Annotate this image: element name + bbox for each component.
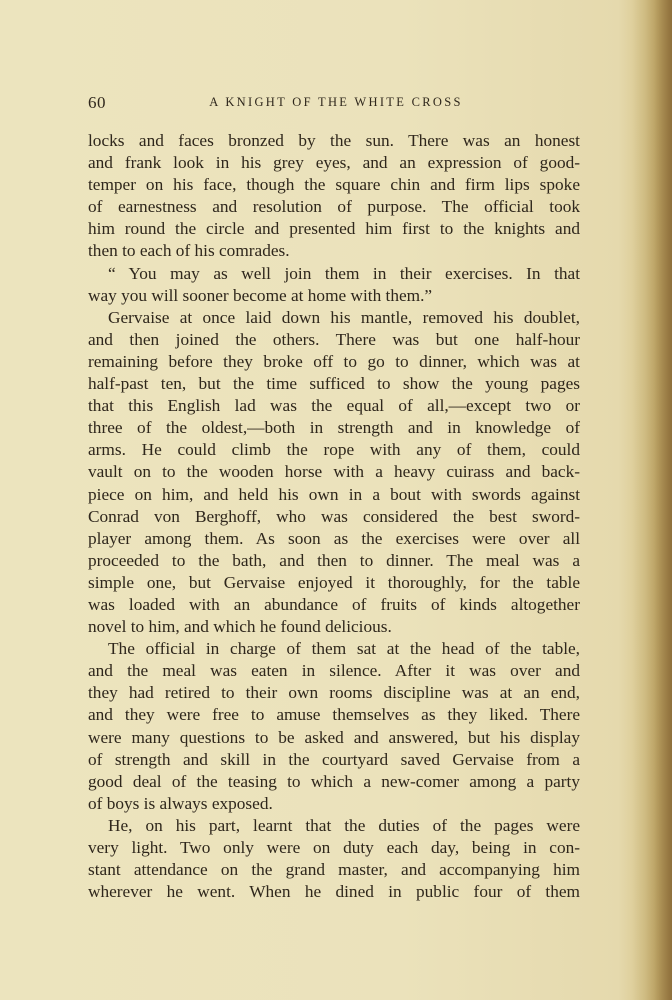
page-number: 60: [88, 93, 106, 112]
text-line: and then joined the others. There was but one half-hour: [88, 329, 580, 349]
text-line: and the meal was eaten in silence. After it was over and: [88, 661, 580, 681]
text-line: vault on to the wooden horse with a heavy cuirass and back-: [88, 462, 580, 482]
text-line: were many questions to be asked and answered, but his display: [88, 727, 580, 747]
text-line: half-past ten, but the time sufficed to show the young pages: [88, 374, 580, 394]
page-edge-shadow: [632, 0, 672, 1000]
running-title: A KNIGHT OF THE WHITE CROSS: [209, 95, 463, 109]
text-line: they had retired to their own rooms discipline was at an end,: [88, 683, 580, 703]
text-line: locks and faces bronzed by the sun. There was an honest: [88, 131, 580, 150]
text-line: Gervaise at once laid down his mantle, removed his doublet,: [108, 307, 580, 327]
text-line: good deal of the teasing to which a new-comer among a party: [88, 771, 580, 791]
text-line: and frank look in his grey eyes, and an expression of good-: [88, 153, 580, 173]
text-line: arms. He could climb the rope with any of them, could: [88, 440, 580, 460]
text-line: three of the oldest,—both in strength and in knowledge of: [88, 418, 580, 438]
text-line: He, on his part, learnt that the duties of the pages were: [108, 815, 580, 835]
text-line: then to each of his comrades.: [88, 241, 290, 261]
text-line: that this English lad was the equal of all,—except two or: [88, 396, 580, 416]
text-line: temper on his face, though the square chin and firm lips spoke: [88, 175, 580, 195]
text-line: The official in charge of them sat at the head of the table,: [108, 639, 580, 659]
text-line: Conrad von Berghoff, who was considered the best sword-: [88, 506, 580, 526]
text-line: remaining before they broke off to go to dinner, which was at: [88, 351, 580, 371]
text-line: very light. Two only were on duty each day, being in con-: [88, 838, 580, 857]
text-line: “ You may as well join them in their exercises. In that: [108, 263, 580, 283]
text-line: simple one, but Gervaise enjoyed it thoroughly, for the table: [88, 572, 580, 592]
text-line: proceeded to the bath, and then to dinner. The meal was a: [88, 550, 580, 570]
text-line: novel to him, and which he found delicious.: [88, 617, 392, 637]
text-line: was loaded with an abundance of fruits of kinds altogether: [88, 594, 580, 614]
text-line: him round the circle and presented him first to the knights and: [88, 219, 580, 239]
text-line: wherever he went. When he dined in public four of them: [88, 882, 580, 902]
text-line: way you will sooner become at home with them.”: [88, 285, 433, 305]
text-line: player among them. As soon as the exercises were over all: [88, 528, 580, 548]
text-line: stant attendance on the grand master, and accompanying him: [88, 860, 580, 880]
running-head: [88, 93, 580, 113]
text-line: of earnestness and resolution of purpose. The official took: [88, 197, 580, 217]
body-text: [88, 130, 580, 903]
text-line: and they were free to amuse themselves as they liked. There: [88, 705, 580, 725]
text-line: of strength and skill in the courtyard saved Gervaise from a: [88, 749, 580, 769]
text-line: of boys is always exposed.: [88, 793, 273, 813]
text-line: piece on him, and held his own in a bout with swords against: [88, 484, 580, 504]
